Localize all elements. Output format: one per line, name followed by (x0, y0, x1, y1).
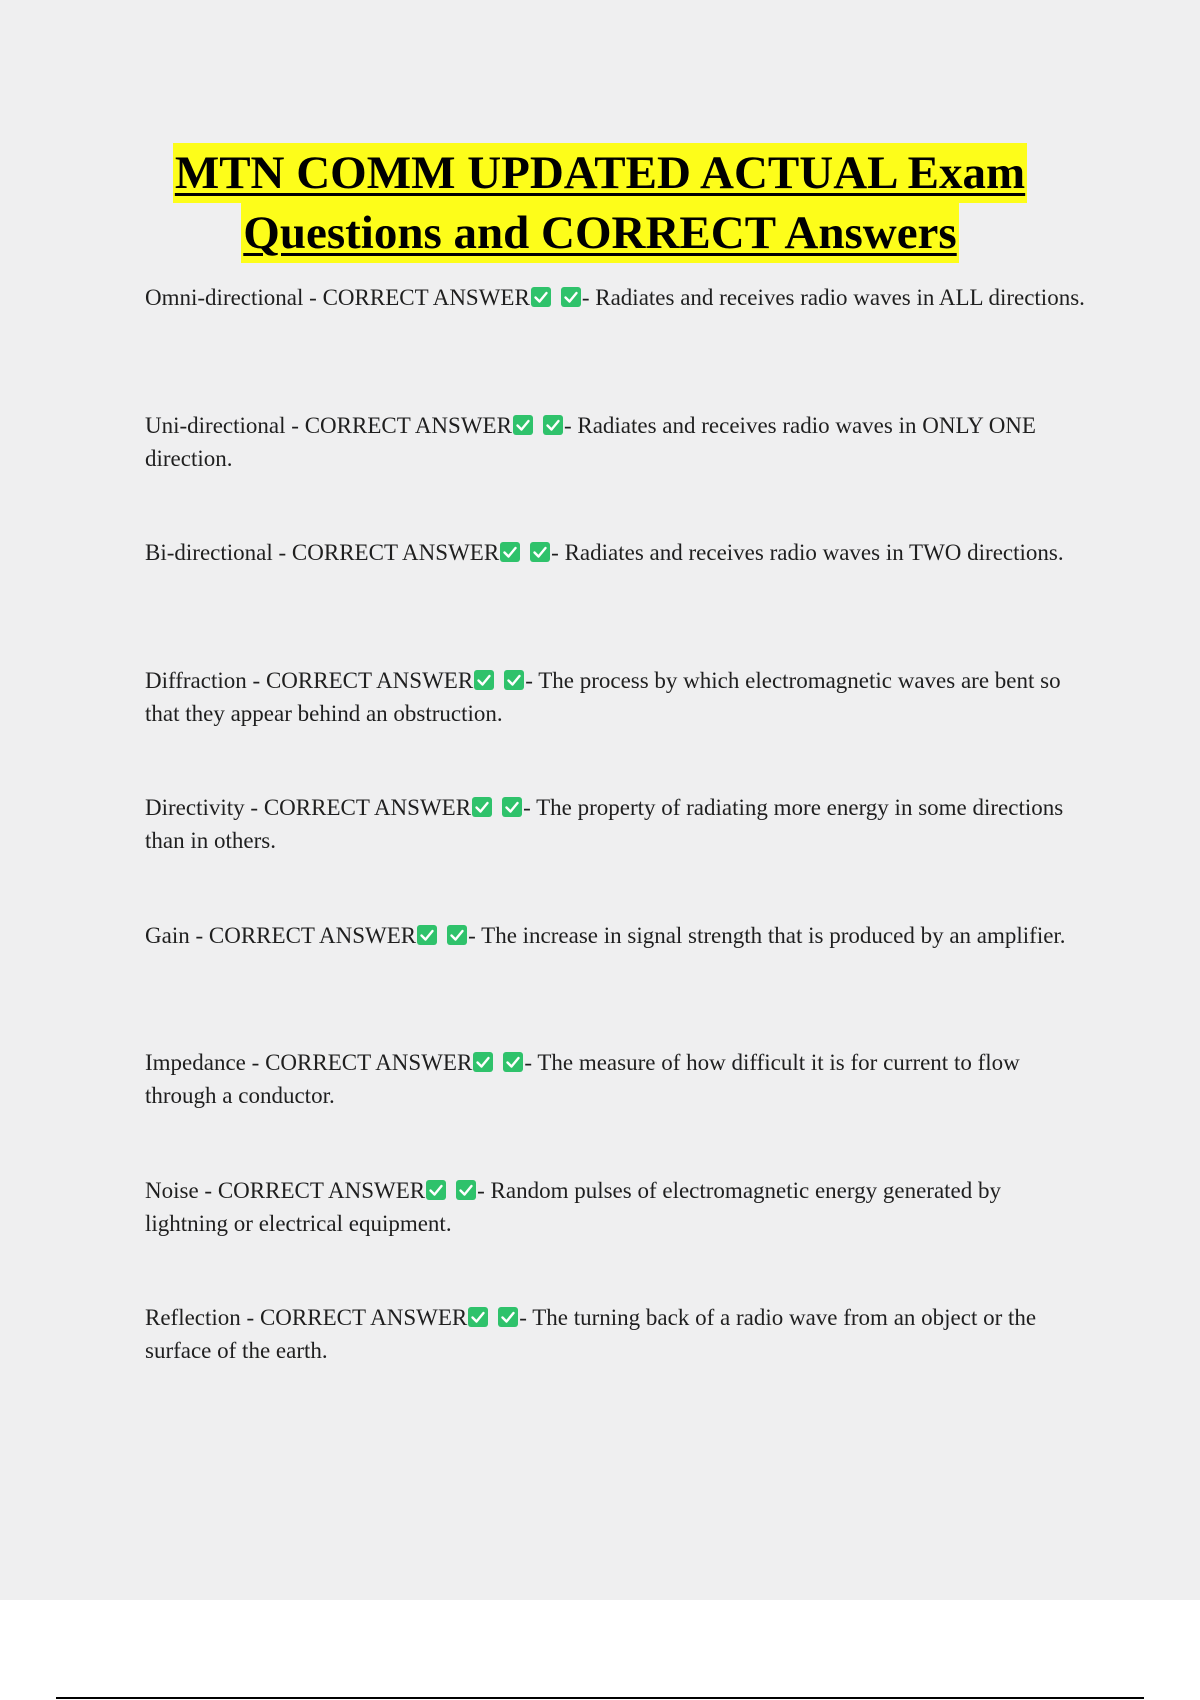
correct-answer-label: CORRECT ANSWER (291, 540, 500, 565)
correct-answer-label: CORRECT ANSWER (265, 1050, 473, 1075)
entry-term: Reflection (145, 1305, 241, 1330)
entry-definition: The property of radiating more energy in some directions than in others. (145, 795, 1064, 853)
qa-entry-9: Reflection - CORRECT ANSWER - The turning back of a radio wave from an object or the surface of the earth. (145, 1305, 1037, 1363)
qa-entry-1: Omni-directional - CORRECT ANSWER - Radiates and receives radio waves in ALL directions. (145, 285, 1085, 310)
entry-definition: The measure of how difficult it is for current to flow through a conductor. (145, 1050, 1020, 1108)
check-icon (531, 287, 551, 307)
entry-term: Diffraction (145, 667, 247, 693)
entry-term: Gain (145, 922, 190, 948)
entry-definition: Random pulses of electromagnetic energy generated by lightning or electrical equipment. (145, 1177, 1002, 1236)
check-icon (474, 670, 494, 690)
check-icon (417, 925, 437, 945)
entry-term: Omni-directional (145, 285, 304, 310)
correct-answer-label: CORRECT ANSWER (208, 922, 417, 948)
check-icon (472, 797, 492, 817)
entry-term: Bi-directional (145, 540, 273, 565)
correct-answer-label: CORRECT ANSWER (322, 285, 530, 310)
correct-answer-label: CORRECT ANSWER (259, 1305, 468, 1330)
check-icon (500, 542, 520, 562)
check-icon (468, 1307, 488, 1327)
title-line-2: Questions and CORRECT Answers (241, 203, 958, 263)
check-icon (447, 925, 467, 945)
qa-entry-8: Noise - CORRECT ANSWER - Random pulses of electromagnetic energy generated by lightning or electrical equipment. (145, 1177, 1002, 1236)
check-icon (473, 1052, 493, 1072)
check-icon (513, 415, 533, 435)
check-icon (498, 1307, 518, 1327)
check-icon (561, 287, 581, 307)
qa-entry-6: Gain - CORRECT ANSWER - The increase in signal strength that is produced by an amplifier. (145, 922, 1066, 948)
check-icon (543, 415, 563, 435)
entry-definition: Radiates and receives radio waves in ALL directions. (595, 285, 1085, 310)
check-icon (503, 1052, 523, 1072)
entry-definition: The process by which electromagnetic waves are bent so that they appear behind an obstruction. (145, 667, 1061, 726)
qa-list (145, 281, 1085, 1429)
entry-term: Noise (145, 1177, 199, 1203)
check-icon (504, 670, 524, 690)
entry-definition: Radiates and receives radio waves in TWO directions. (564, 540, 1064, 565)
correct-answer-label: CORRECT ANSWER (217, 1177, 426, 1203)
entry-term: Directivity (145, 795, 245, 820)
entry-definition: The increase in signal strength that is produced by an amplifier. (481, 922, 1066, 948)
correct-answer-label: CORRECT ANSWER (263, 795, 472, 820)
entry-definition: The turning back of a radio wave from an object or the surface of the earth. (145, 1305, 1037, 1363)
entry-definition: Radiates and receives radio waves in ONLY ONE direction. (145, 412, 1036, 471)
qa-entry-3: Bi-directional - CORRECT ANSWER - Radiates and receives radio waves in TWO directions. (145, 540, 1064, 565)
qa-entry-7: Impedance - CORRECT ANSWER - The measure of how difficult it is for current to flow through a conductor. (145, 1050, 1020, 1108)
entry-term: Impedance (145, 1050, 246, 1075)
check-icon (426, 1180, 446, 1200)
title-line-1: MTN COMM UPDATED ACTUAL Exam (173, 143, 1027, 203)
qa-entry-5: Directivity - CORRECT ANSWER - The property of radiating more energy in some directions than in others. (145, 795, 1064, 853)
entry-term: Uni-directional (145, 412, 286, 438)
check-icon (502, 797, 522, 817)
document-title (0, 143, 1200, 263)
qa-entry-4: Diffraction - CORRECT ANSWER - The process by which electromagnetic waves are bent so that they appear behind an obstruction. (145, 667, 1061, 726)
correct-answer-label: CORRECT ANSWER (265, 667, 474, 693)
correct-answer-label: CORRECT ANSWER (304, 412, 512, 438)
check-icon (456, 1180, 476, 1200)
footer-divider (56, 1697, 1144, 1699)
qa-entry-2: Uni-directional - CORRECT ANSWER - Radiates and receives radio waves in ONLY ONE direction. (145, 412, 1036, 471)
check-icon (530, 542, 550, 562)
